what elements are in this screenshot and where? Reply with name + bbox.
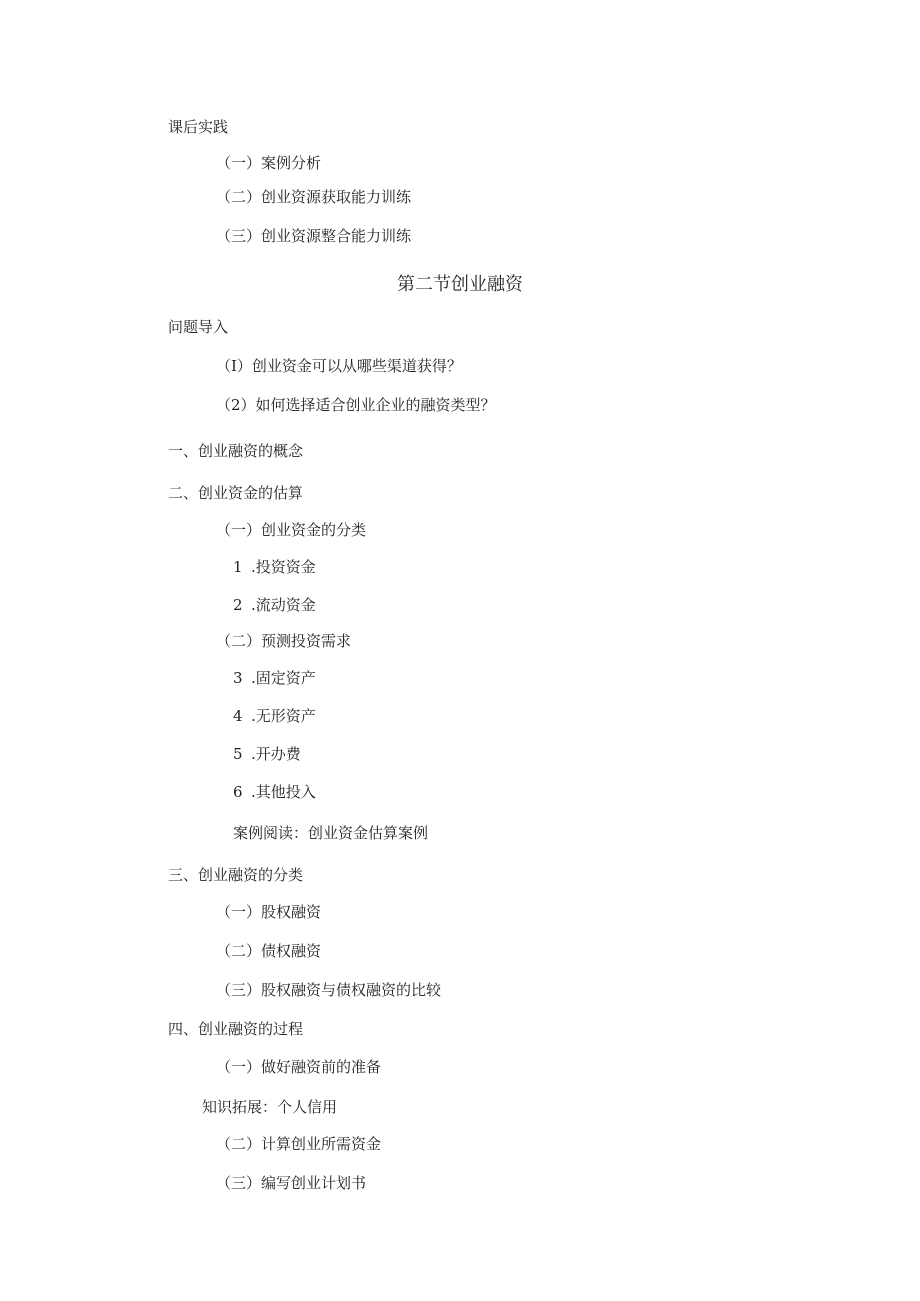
item-text: .开办费	[251, 745, 301, 763]
list-item: （三）股权融资与债权融资的比较	[216, 981, 442, 999]
list-item: （三）创业资源整合能力训练	[216, 227, 412, 245]
heading-4: 四、创业融资的过程	[168, 1020, 304, 1038]
heading-3: 三、创业融资的分类	[168, 866, 304, 884]
numbered-item	[233, 782, 316, 802]
item-text: .投资资金	[251, 558, 316, 576]
item-number: 2	[233, 596, 243, 614]
item-number: 4	[233, 707, 243, 725]
list-item: （二）债权融资	[216, 942, 322, 960]
heading-after-class-practice: 课后实践	[168, 118, 229, 136]
heading-2: 二、创业资金的估算	[168, 484, 304, 502]
item-text: .流动资金	[251, 596, 316, 614]
item-number: 6	[233, 783, 243, 801]
list-item: （三）编写创业计划书	[216, 1174, 367, 1192]
numbered-item	[233, 668, 316, 688]
list-item: （I）创业资金可以从哪些渠道获得？	[216, 357, 462, 375]
item-text: .无形资产	[251, 707, 316, 725]
item-text: .其他投入	[251, 783, 316, 801]
list-item: （一）创业资金的分类	[216, 521, 367, 539]
item-number: 1	[233, 558, 243, 576]
case-reading-note: 案例阅读：创业资金估算案例	[233, 824, 429, 842]
heading-question-intro: 问题导入	[168, 318, 229, 336]
list-item: （2）如何选择适合创业企业的融资类型？	[216, 396, 496, 414]
list-item: （一）股权融资	[216, 903, 322, 921]
section-title: 第二节创业融资	[397, 274, 523, 295]
list-item: （二）计算创业所需资金	[216, 1135, 382, 1153]
heading-1: 一、创业融资的概念	[168, 442, 304, 460]
item-text: .固定资产	[251, 669, 316, 687]
item-number: 5	[233, 745, 243, 763]
numbered-item	[233, 595, 316, 615]
list-item: （二）预测投资需求	[216, 632, 352, 650]
list-item: （一）做好融资前的准备	[216, 1058, 382, 1076]
numbered-item	[233, 706, 316, 726]
list-item: （一）案例分析	[216, 154, 322, 172]
item-number: 3	[233, 669, 243, 687]
numbered-item	[233, 557, 316, 577]
knowledge-extension-note: 知识拓展：个人信用	[202, 1098, 338, 1116]
list-item: （二）创业资源获取能力训练	[216, 188, 412, 206]
numbered-item	[233, 744, 301, 764]
